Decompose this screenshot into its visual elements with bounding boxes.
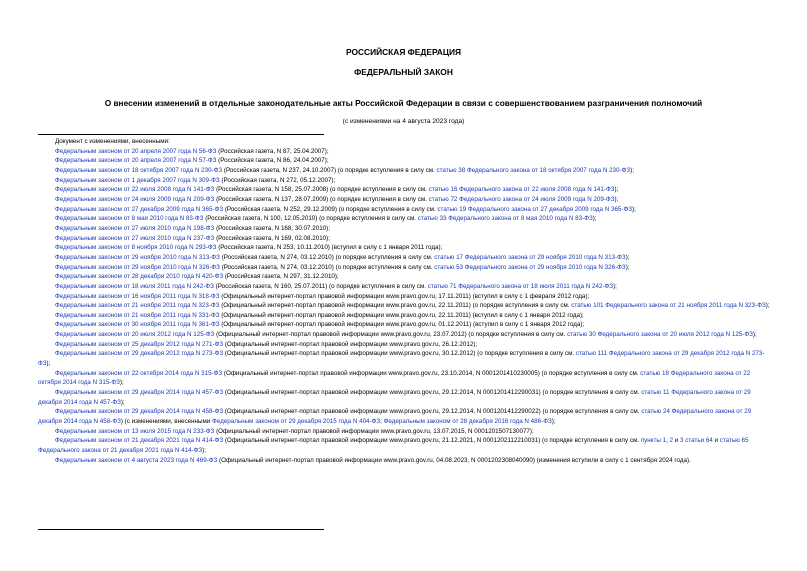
amendment-text: (Российская газета, N 274, 03.12.2010) (о порядке вступления в силу см. — [219, 253, 435, 261]
law-link[interactable]: Федеральным законом от 29 ноября 2010 года N 326-ФЗ — [55, 263, 220, 271]
amendment-text: и — [712, 437, 720, 445]
top-divider — [38, 134, 324, 135]
amendment-text: (Официальный интернет-портал правовой информации www.pravo.gov.ru, 13.07.2015, N 0001201507130077); — [214, 427, 534, 435]
amendment-item — [38, 456, 773, 466]
amendment-item — [38, 253, 773, 263]
amendment-text: ); — [752, 331, 757, 339]
law-link[interactable]: 3 статьи 64 — [680, 437, 713, 445]
amendment-text: ); — [614, 195, 619, 203]
amendment-text: (Официальный интернет-портал правовой информации www.pravo.gov.ru, 21.12.2021, N 0001202112210031) (о порядке вступления в силу см. — [223, 437, 641, 445]
amendment-text: (Российская газета, N 253, 10.11.2010) (вступил в силу с 1 января 2011 года); — [216, 244, 443, 252]
edition-note: (с изменениями на 4 августа 2023 года) — [342, 118, 465, 125]
law-link[interactable]: статью 101 Федерального закона от 21 ноября 2011 года N 323-ФЗ — [571, 302, 766, 310]
amendment-item — [38, 224, 773, 234]
amendment-text: (Российская газета, N 158, 25.07.2008) (о порядке вступления в силу см. — [214, 186, 429, 194]
law-type-heading: ФЕДЕРАЛЬНЫЙ ЗАКОН — [354, 67, 453, 77]
law-link[interactable]: Федеральным законом от 18 октября 2007 года N 230-ФЗ — [55, 166, 223, 174]
law-link[interactable]: Федеральным законом от 27 июля 2010 года N 237-ФЗ — [55, 234, 215, 242]
law-link[interactable]: Федеральным законом от 18 июля 2011 года N 242-ФЗ — [55, 282, 214, 290]
law-link[interactable]: Федеральным законом от 8 мая 2010 года N 83-ФЗ — [55, 215, 204, 223]
amendment-item — [38, 234, 773, 244]
amendment-item — [38, 166, 773, 176]
law-link[interactable]: Федеральным законом от 29 декабря 2012 года N 273-ФЗ — [55, 350, 224, 358]
law-link[interactable]: Федеральным законом от 29 ноября 2010 года N 313-ФЗ — [55, 253, 220, 261]
law-link[interactable]: статью 33 Федерального закона от 8 мая 2010 года N 83-ФЗ — [417, 215, 593, 223]
law-link[interactable]: Федеральным законом от 27 декабря 2009 года N 365-ФЗ — [55, 205, 224, 213]
amendment-item — [38, 427, 773, 437]
law-link[interactable]: пункты 1 — [640, 437, 667, 445]
law-link[interactable]: Федеральным законом от 24 июля 2009 года N 209-ФЗ — [55, 195, 215, 203]
amendment-text: ); — [630, 166, 634, 174]
amendment-text: (Российская газета, N 168, 30.07.2010); — [214, 224, 330, 232]
amendment-item — [38, 282, 773, 292]
law-link[interactable]: статью 18 Федерального закона от 22 октября 2014 года N 315-ФЗ — [38, 369, 751, 387]
amendment-text: (Официальный интернет-портал правовой информации www.pravo.gov.ru, 29.12.2014, N 0001201412290022) (о порядке вступления в силу см. — [223, 408, 642, 416]
law-link[interactable]: Федеральным законом от 21 ноября 2011 года N 323-ФЗ — [55, 302, 220, 310]
amendment-item — [38, 436, 773, 455]
amendments-list — [38, 137, 773, 465]
law-link[interactable]: 2 — [669, 437, 674, 445]
amendment-text: (Российская газета, N 160, 25.07.2011) (о порядке вступления в силу см. — [213, 282, 428, 290]
amendment-item — [38, 340, 773, 350]
amendment-item — [38, 156, 773, 166]
law-link[interactable]: Федеральным законом от 8 ноября 2010 года N 293-ФЗ — [55, 244, 217, 252]
amendment-item — [38, 388, 773, 407]
amendment-text: (Российская газета, N 237, 24.10.2007) (о порядке вступления в силу см. — [222, 166, 437, 174]
amendment-text: (Российская газета, N 100, 12.05.2010) (о порядке вступления в силу см. — [203, 215, 418, 223]
bottom-divider — [38, 529, 324, 530]
amendment-text: , — [666, 437, 670, 445]
amendment-item — [38, 369, 773, 388]
amendment-item — [38, 320, 773, 330]
law-link[interactable]: Федеральным законом от 29 декабря 2015 года N 404-ФЗ — [212, 418, 381, 426]
document-title: О внесении изменений в отдельные законодательные акты Российской Федерации в связи с совершенствованием разграничения полномочий — [104, 98, 703, 108]
amendment-item — [38, 407, 773, 426]
law-link[interactable]: Федеральным законом от 29 декабря 2014 года N 457-ФЗ — [55, 389, 224, 397]
amendment-text: (Официальный интернет-портал правовой информации www.pravo.gov.ru, 29.12.2014, N 0001201412290031) (о порядке вступления в силу см. — [223, 389, 642, 397]
amendment-text: ); — [120, 398, 125, 406]
amendment-text: (Российская газета, N 274, 03.12.2010) (о порядке вступления в силу см. — [219, 263, 435, 271]
amendment-text: (Официальный интернет-портал правовой информации www.pravo.gov.ru, 26.12.2012); — [223, 340, 478, 348]
amendment-text: ); — [119, 379, 124, 387]
law-link[interactable]: Федеральным законом от 21 декабря 2021 года N 414-ФЗ — [55, 437, 224, 445]
amendment-item — [38, 147, 773, 157]
amendment-text: ); — [46, 360, 51, 368]
amendment-text: ); — [614, 186, 619, 194]
amendment-text: ); — [592, 215, 597, 223]
amendment-item — [38, 205, 773, 215]
amendment-lines — [38, 147, 773, 466]
amendment-item — [38, 311, 773, 321]
law-link[interactable]: Федеральным законом от 28 декабря 2010 года N 420-ФЗ — [55, 273, 224, 281]
amendment-text: (Российская газета, N 86, 24.04.2007); — [216, 157, 329, 165]
law-link[interactable]: Федеральным законом от 20 апреля 2007 года N 57-ФЗ — [55, 157, 217, 165]
amendment-item — [38, 176, 773, 186]
law-link[interactable]: Федеральным законом от 22 июля 2008 года N 141-ФЗ — [55, 186, 215, 194]
amendment-text: ); — [625, 253, 630, 261]
law-link[interactable]: статью 111 Федерального закона от 29 декабря 2012 года N 273-ФЗ — [38, 350, 765, 368]
amendment-text: (Российская газета, N 272, 05.12.2007); — [219, 176, 336, 184]
law-link[interactable]: Федеральным законом от 1 декабря 2007 года N 309-ФЗ — [55, 176, 220, 184]
amendment-text: (Российская газета, N 87, 25.04.2007); — [216, 147, 329, 155]
amendment-item — [38, 263, 773, 273]
amendment-text: ); — [625, 263, 630, 271]
amendment-item — [38, 272, 773, 282]
law-link[interactable]: статью 24 Федерального закона от 29 декабря 2014 года N 458-ФЗ — [38, 408, 752, 426]
amendment-text: (Официальный интернет-портал правовой информации www.pravo.gov.ru, 22.11.2011) (вступил в силу с 1 января 2012 года); — [219, 311, 584, 319]
law-link[interactable]: статью 16 Федерального закона от 22 июля 2008 года N 141-ФЗ — [428, 186, 615, 194]
law-link[interactable]: статью 19 Федерального закона от 27 декабря 2009 года N 365-ФЗ — [437, 205, 633, 213]
law-link[interactable]: Федеральным законом от 20 апреля 2007 года N 56-ФЗ — [55, 147, 217, 155]
amendment-item — [38, 214, 773, 224]
law-link[interactable]: Федеральным законом от 29 декабря 2014 года N 458-ФЗ — [55, 408, 224, 416]
law-link[interactable]: Федеральным законом от 22 октября 2014 года N 315-ФЗ — [55, 369, 223, 377]
law-link[interactable]: статью 72 Федерального закона от 24 июля 2009 года N 209-ФЗ — [428, 195, 615, 203]
law-link[interactable]: Федеральным законом от 25 декабря 2012 года N 271-ФЗ — [55, 340, 224, 348]
law-link[interactable]: Федеральным законом от 27 июля 2010 года N 198-ФЗ — [55, 224, 215, 232]
law-link[interactable]: статью 53 Федерального закона от 29 ноября 2010 года N 326-ФЗ — [434, 263, 626, 271]
amendments-intro: Документ с изменениями, внесенными: — [55, 138, 170, 145]
amendment-text: ); — [551, 418, 556, 426]
amendment-text: (Официальный интернет-портал правовой информации www.pravo.gov.ru, 22.11.2011) (о порядке вступления в силу см. — [219, 302, 572, 310]
law-link[interactable]: статью 71 Федерального закона от 18 июля 2011 года N 242-ФЗ — [427, 282, 614, 290]
amendment-text: ); — [613, 282, 617, 290]
amendment-text: ) (с изменениями, внесенными — [120, 418, 213, 426]
law-link[interactable]: Федеральным законом от 13 июля 2015 года N 233-ФЗ — [55, 427, 215, 435]
law-link[interactable]: статью 11 Федерального закона от 29 декабря 2014 года N 457-ФЗ — [38, 389, 751, 406]
law-link[interactable]: статью 38 Федерального закона от 18 октября 2007 года N 230-ФЗ — [436, 166, 631, 174]
amendment-text: ); — [202, 447, 206, 454]
amendment-text: (Российская газета, N 297, 31.12.2010); — [223, 273, 339, 281]
law-link[interactable]: Федеральным законом от 4 августа 2023 года N 469-ФЗ — [55, 456, 218, 464]
law-link[interactable]: Федеральным законом от 16 ноября 2011 года N 318-ФЗ — [55, 292, 220, 300]
amendment-text: и — [673, 437, 680, 445]
amendment-text: (Официальный интернет-портал правовой информации www.pravo.gov.ru, 17.11.2011) (вступил в силу с 1 февраля 2012 года); — [219, 292, 590, 300]
amendment-text: ; — [380, 418, 384, 426]
amendment-item — [38, 195, 773, 205]
amendment-text: (Российская газета, N 169, 02.08.2010); — [214, 234, 330, 242]
law-link[interactable]: Федеральным законом от 20 июля 2012 года N 125-ФЗ — [55, 331, 215, 339]
amendment-text: (Официальный интернет-портал правовой информации www.pravo.gov.ru, 04.08.2023, N 0001202308040090) (изменения вступили в силу с 1 сентября 2024 года). — [217, 456, 691, 464]
law-link[interactable]: Федеральным законом от 28 декабря 2016 года N 486-ФЗ — [383, 418, 552, 426]
amendment-text: ); — [632, 205, 636, 213]
law-link[interactable]: Федеральным законом от 21 ноября 2011 года N 331-ФЗ — [55, 311, 220, 319]
amendment-text: (Официальный интернет-портал правовой информации www.pravo.gov.ru, 01.12.2011) (вступил в силу с 1 января 2012 года); — [219, 321, 585, 329]
amendment-item — [38, 292, 773, 302]
law-link[interactable]: Федеральным законом от 30 ноября 2011 года N 361-ФЗ — [55, 321, 220, 329]
amendment-item — [38, 185, 773, 195]
law-link[interactable]: статью 30 Федерального закона от 20 июля 2012 года N 125-ФЗ — [567, 331, 753, 339]
amendment-text: (Официальный интернет-портал правовой информации www.pravo.gov.ru, 30.12.2012) (о порядке вступления в силу см. — [223, 350, 576, 358]
amendment-text: ); — [765, 302, 770, 310]
country-heading: РОССИЙСКАЯ ФЕДЕРАЦИЯ — [345, 47, 462, 57]
law-link[interactable]: статью 65 Федерального закона от 21 декабря 2021 года N 414-ФЗ — [38, 437, 749, 454]
amendment-text: (Официальный интернет-портал правовой информации www.pravo.gov.ru, 23.10.2014, N 0001201410230005) (о порядке вступления в силу см. — [222, 369, 641, 377]
amendment-item — [38, 349, 773, 368]
amendment-item — [38, 330, 773, 340]
amendment-text: (Российская газета, N 252, 29.12.2009) (о порядке вступления в силу см. — [223, 205, 438, 213]
amendment-item — [38, 301, 773, 311]
amendment-text: (Официальный интернет-портал правовой информации www.pravo.gov.ru, 23.07.2012) (о порядке вступления в силу см. — [214, 331, 568, 339]
amendment-text: (Российская газета, N 137, 28.07.2009) (о порядке вступления в силу см. — [214, 195, 429, 203]
amendment-item — [38, 243, 773, 253]
law-link[interactable]: статью 17 Федерального закона от 29 ноября 2010 года N 313-ФЗ — [434, 253, 626, 261]
